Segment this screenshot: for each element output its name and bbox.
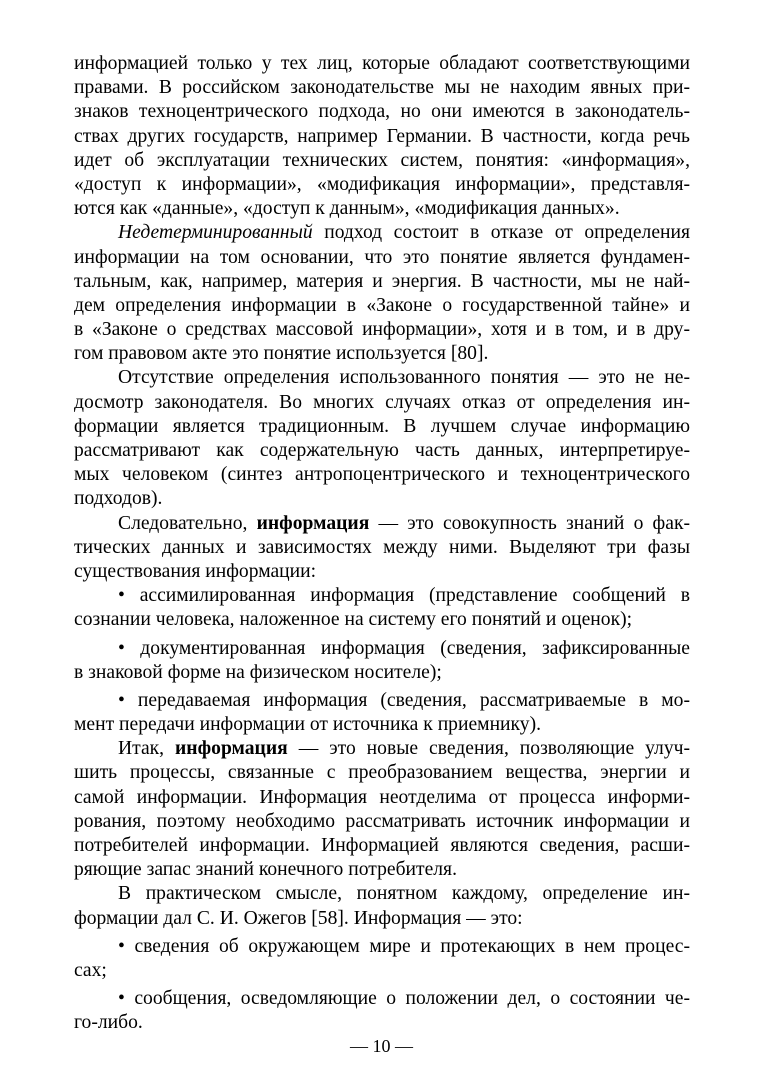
line-text: знаков техноцентрического подхода, но они имеются в законодатель- (74, 101, 690, 123)
paragraph (74, 512, 690, 585)
line-text: тических данных и зависимостях между ними. Выделяют три фазы (74, 536, 690, 558)
paragraph (74, 584, 690, 632)
text-line (74, 342, 690, 366)
line-text: • передаваемая информация (сведения, рассматриваемые в мо- (118, 689, 690, 711)
text-line (74, 608, 690, 632)
text-line (74, 661, 690, 685)
paragraph (74, 689, 690, 737)
text-line (74, 882, 690, 906)
text-line (74, 246, 690, 270)
text-line (74, 959, 690, 983)
line-text: • документированная информация (сведения, зафиксированные (118, 637, 690, 659)
text-line (74, 487, 690, 511)
line-text: ряющие запас знаний конечного потребителя. (74, 859, 457, 881)
italic-term: Недетерминированный (118, 222, 313, 244)
line-text: идет об эксплуатации технических систем, понятия: «информация», (74, 149, 690, 171)
text-line (74, 415, 690, 439)
text-line (74, 125, 690, 149)
text-line (74, 858, 690, 882)
line-text: ствах других государств, например Германии. В частности, когда речь (74, 125, 690, 147)
line-text: рассматривают как содержательную часть данных, интерпретируе- (74, 440, 690, 461)
text-line (74, 786, 690, 810)
text-line (74, 1011, 690, 1035)
paragraph (74, 366, 690, 511)
text-line (74, 270, 690, 294)
line-text: существования информации: (74, 560, 317, 582)
line-text: сознании человека, наложенное на систему его понятий и оценок); (74, 609, 633, 631)
text-line (74, 536, 690, 560)
text-line (74, 173, 690, 197)
line-text: в знаковой форме на физическом носителе); (74, 661, 442, 683)
document-page (74, 52, 690, 1036)
text-line (74, 463, 690, 487)
text-line (74, 737, 690, 761)
line-text: го-либо. (74, 1012, 143, 1034)
line-text: подходов). (74, 488, 163, 510)
text-line (74, 689, 690, 713)
line-text: информацией только у тех лиц, которые обладают соответствующими (74, 53, 690, 74)
paragraph (74, 52, 690, 221)
lead-text: Следовательно, (118, 512, 257, 534)
paragraph (74, 637, 690, 685)
text-line (74, 197, 690, 221)
line-text: рования, поэтому необходимо рассматривать источник информации и (74, 810, 690, 832)
line-text: тальным, как, например, материя и энергия. В частности, мы не най- (74, 270, 690, 292)
paragraph (74, 882, 690, 930)
lead-text: Итак, (118, 738, 176, 760)
line-text: информации на том основании, что это понятие является фундамен- (74, 246, 690, 268)
text-line (74, 439, 690, 463)
line-text: подход состоит в отказе от определения (312, 222, 690, 244)
text-line (74, 512, 690, 536)
text-line (74, 149, 690, 173)
line-text: • сведения об окружающем мире и протекающих в нем процес- (118, 935, 690, 957)
line-text: самой информации. Информация неотделима от процесса информи- (74, 786, 690, 808)
text-line (74, 52, 690, 76)
line-text: «доступ к информации», «модификация информации», представля- (74, 173, 690, 195)
line-text: — это новые сведения, позволяющие улуч- (287, 738, 690, 760)
text-line (74, 810, 690, 834)
line-text: мент передачи информации от источника к приемнику). (74, 714, 541, 736)
line-text: шить процессы, связанные с преобразованием вещества, энергии и (74, 762, 690, 784)
text-line (74, 584, 690, 608)
text-line (74, 318, 690, 342)
text-line (74, 907, 690, 931)
text-line (74, 294, 690, 318)
text-line (74, 637, 690, 661)
bold-term: информация (256, 512, 370, 534)
line-text: сах; (74, 959, 107, 981)
body-text (74, 52, 690, 1036)
line-text: мых человеком (синтез антропоцентрического и техноцентрического (74, 464, 690, 486)
text-line (74, 761, 690, 785)
text-line (74, 560, 690, 584)
paragraph (74, 935, 690, 983)
text-line (74, 221, 690, 245)
text-line (74, 713, 690, 737)
line-text: • ассимилированная информация (представление сообщений в (118, 585, 690, 607)
text-line (74, 391, 690, 415)
text-line (74, 100, 690, 124)
page-number: — 10 — (350, 1036, 413, 1056)
text-line (74, 76, 690, 100)
line-text: в «Законе о средствах массовой информации», хотя и в том, и в дру- (74, 319, 690, 341)
line-text: гом правовом акте это понятие используется [80]. (74, 343, 489, 365)
line-text: • сообщения, осведомляющие о положении дел, о состоянии че- (118, 988, 690, 1010)
line-text: ются как «данные», «доступ к данным», «модификация данных». (74, 198, 620, 220)
line-text: Отсутствие определения использованного понятия — это не не- (118, 367, 690, 389)
paragraph (74, 221, 690, 366)
line-text: формации дал С. И. Ожегов [58]. Информация — это: (74, 907, 523, 929)
line-text: дем определения информации в «Законе о государственной тайне» и (74, 294, 690, 316)
line-text: потребителей информации. Информацией являются сведения, расши- (74, 835, 690, 856)
text-line (74, 834, 690, 858)
line-text: В практическом смысле, понятном каждому, определение ин- (118, 883, 690, 905)
line-text: досмотр законодателя. Во многих случаях отказ от определения ин- (74, 391, 690, 413)
text-line (74, 987, 690, 1011)
text-line (74, 366, 690, 390)
paragraph (74, 737, 690, 882)
text-line (74, 935, 690, 959)
line-text: — это совокупность знаний о фак- (369, 512, 690, 534)
line-text: формации является традиционным. В лучшем случае информацию (74, 415, 690, 437)
paragraph (74, 987, 690, 1035)
bold-term: информация (175, 738, 288, 760)
line-text: правами. В российском законодательстве мы не находим явных при- (74, 77, 690, 99)
